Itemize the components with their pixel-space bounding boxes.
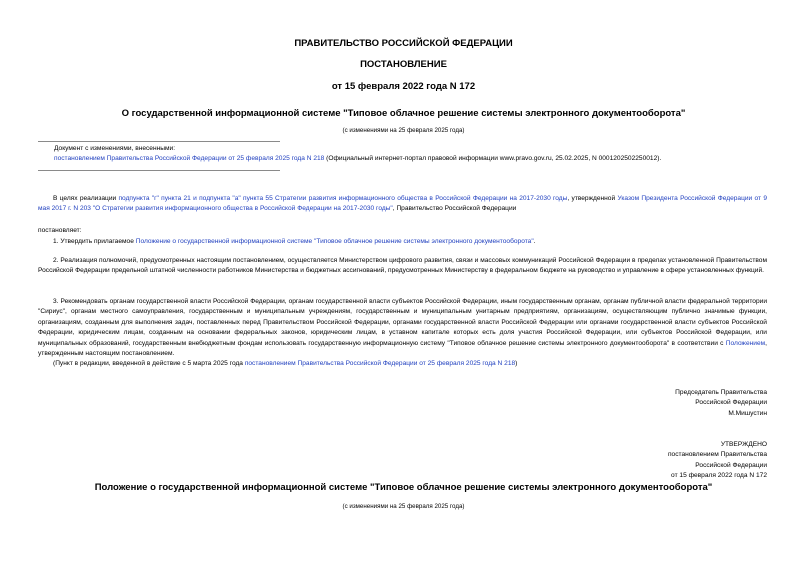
preamble-text-2: , утвержденной bbox=[567, 195, 618, 202]
item-3-text: 3. Рекомендовать органам государственной власти Российской Федерации, органам государственной власти субъектов Российской Федерации, иным государственным органам, органам публичной власти федеральной территории "Сириус", органам местного самоуправления, государственным и муниципальным учреждениям, государственным и муниципальным унитарным предприятиям, организациям, осуществляющим публично значимые функции, организациям, созданным для выполнения задач, поставленных перед Правительством Российской Федерации, органами государственной власти Российской Федерации или органами государственной власти субъектов Российской Федерации, юридическим лицам, созданным на основании федеральных законов, юридическим лицам, в уставном капитале которых есть доля участия Российской Федерации, или субъектов Российской Федерации, или муниципальных образований, государственным внебюджетным фондам использовать государственную информационную систему "Типовое облачное решение системы электронного документооборота" в соответствии с bbox=[38, 298, 767, 347]
preamble-paragraph bbox=[38, 194, 767, 215]
amendment-decree-link[interactable]: постановлением Правительства Российской Федерации от 25 февраля 2025 года N 218 bbox=[244, 360, 516, 367]
signature-block bbox=[675, 388, 767, 419]
changes-note-link[interactable]: постановлением Правительства Российской Федерации от 25 февраля 2025 года N 218 bbox=[54, 155, 325, 163]
approved-block bbox=[668, 440, 767, 482]
item-3-note-text: (Пункт в редакции, введенной в действие с 5 марта 2025 года bbox=[53, 360, 245, 367]
signature-line-2: Российской Федерации bbox=[695, 399, 767, 407]
item-2 bbox=[38, 256, 767, 277]
approved-line-2: постановлением Правительства bbox=[667, 451, 767, 459]
regulation-amendments: (с изменениями на 25 февраля 2025 года) bbox=[342, 503, 465, 510]
item-3-note-end: ) bbox=[515, 360, 518, 367]
changes-note bbox=[54, 144, 774, 165]
approved-line-4: от 15 февраля 2022 года N 172 bbox=[671, 472, 767, 480]
decrees-word: постановляет: bbox=[38, 227, 82, 234]
document-title: О государственной информационной системе "Типовое облачное решение системы электронного документооборота" bbox=[121, 108, 686, 119]
approved-line-1: УТВЕРЖДЕНО bbox=[720, 441, 767, 448]
regulation-ref-link[interactable]: Положением bbox=[725, 339, 766, 347]
preamble-text-3: , Правительство Российской Федерации bbox=[392, 205, 517, 213]
changes-note-label: Документ с изменениями, внесенными: bbox=[54, 145, 176, 152]
regulation-link[interactable]: Положение о государственной информационной системе "Типовое облачное решение системы электронного документооборота" bbox=[135, 238, 534, 245]
item-1 bbox=[38, 237, 767, 247]
changes-note-rest: (Официальный интернет-портал правовой информации www.pravo.gov.ru, 25.02.2025, N 0001202502250012). bbox=[324, 155, 662, 163]
preamble-text-1: В целях реализации bbox=[53, 195, 119, 202]
changes-note-body bbox=[54, 154, 774, 164]
item-1-end: . bbox=[533, 238, 536, 245]
item-1-text: 1. Утвердить прилагаемое bbox=[53, 238, 136, 245]
strategy-link[interactable]: подпункта "г" пункта 21 и подпункта "а" пункта 55 Стратегии развития информационного общества в Российской Федерации на 2017-2030 годы bbox=[118, 195, 568, 202]
signature-line-1: Председатель Правительства bbox=[675, 389, 767, 396]
approved-line-3: Российской Федерации bbox=[695, 461, 767, 469]
amendments-note: (с изменениями на 25 февраля 2025 года) bbox=[342, 127, 465, 134]
item-2-text: 2. Реализация полномочий, предусмотренных настоящим постановлением, осуществляется Министерством цифрового развития, связи и массовых коммуникаций Российской Федерации в пределах установленной Правительством Российской Федерации предельной штатной численности работников Министерства и бюджетных ассигнований, предусмотренных Министерству в федеральном бюджете на руководство и управление в сфере установленных функций. bbox=[38, 257, 767, 275]
doc-type-heading: ПОСТАНОВЛЕНИЕ bbox=[360, 59, 447, 70]
regulation-title: Положение о государственной информационной системе "Типовое облачное решение системы электронного документооборота" bbox=[94, 482, 713, 493]
note-top-rule bbox=[38, 141, 280, 142]
item-3-note bbox=[38, 359, 767, 369]
note-bottom-rule bbox=[38, 170, 280, 171]
item-3 bbox=[38, 297, 767, 359]
date-number-heading: от 15 февраля 2022 года N 172 bbox=[331, 81, 476, 92]
government-heading: ПРАВИТЕЛЬСТВО РОССИЙСКОЙ ФЕДЕРАЦИИ bbox=[294, 38, 513, 49]
decree-link[interactable]: Указом Президента Российской Федерации от 9 мая 2017 г. N 203 "О Стратегии развития информационного общества в Российской Федерации на 2017-2030 годы" bbox=[38, 195, 768, 213]
signature-name: М.Мишустин bbox=[728, 409, 767, 417]
item-3-end: , утвержденным настоящим постановлением. bbox=[38, 339, 767, 358]
